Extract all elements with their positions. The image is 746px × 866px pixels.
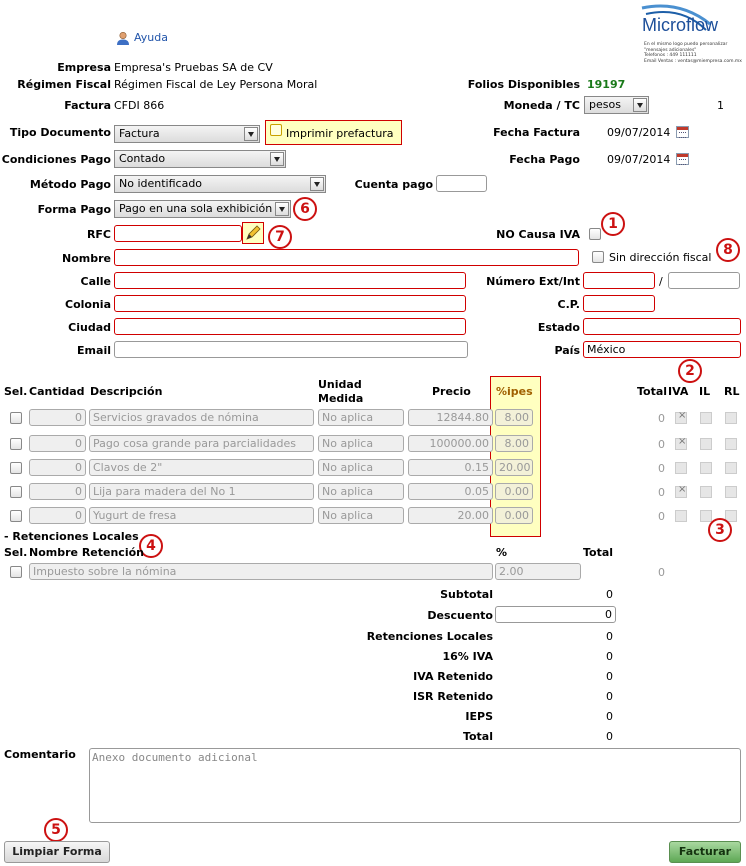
- row-descripcion[interactable]: Clavos de 2": [89, 459, 314, 476]
- chevron-down-icon: [633, 98, 647, 112]
- row-il-checkbox[interactable]: [700, 438, 712, 450]
- ciudad-input[interactable]: [114, 318, 466, 335]
- tipo-select[interactable]: [114, 125, 260, 143]
- moneda-selected: pesos: [589, 98, 621, 111]
- forma-select[interactable]: [114, 200, 291, 218]
- row-precio[interactable]: 0.05: [408, 483, 493, 500]
- forma-selected: Pago en una sola exhibición: [119, 202, 273, 215]
- row-descripcion[interactable]: Yugurt de fresa: [89, 507, 314, 524]
- fecha-pago-label: Fecha Pago: [509, 153, 580, 166]
- row-total: 0: [658, 462, 665, 475]
- subtotal-value: 0: [606, 588, 613, 601]
- empresa-label: Empresa: [57, 61, 111, 74]
- col-total: Total: [637, 385, 668, 398]
- isr-retenido-label: ISR Retenido: [413, 690, 493, 703]
- retenciones-locales-label: Retenciones Locales: [366, 630, 493, 643]
- metodo-selected: No identificado: [119, 177, 203, 190]
- col-precio: Precio: [432, 385, 471, 398]
- facturar-button[interactable]: Facturar: [669, 841, 741, 863]
- col-iva: IVA: [668, 385, 689, 398]
- forma-label: Forma Pago: [37, 203, 111, 216]
- marker-5: 5: [44, 818, 68, 842]
- condiciones-selected: Contado: [119, 152, 166, 165]
- logo-line: Email Ventas : ventas@miempresa.com.mx: [644, 58, 742, 64]
- row-descripcion[interactable]: Servicios gravados de nómina: [89, 409, 314, 426]
- row-rl-checkbox[interactable]: [725, 486, 737, 498]
- row-rl-checkbox[interactable]: [725, 462, 737, 474]
- col-unidad: Unidad Medida: [318, 378, 364, 405]
- calendar-icon[interactable]: [676, 153, 689, 165]
- ret-col-sel: Sel.: [4, 546, 28, 559]
- row-ipes[interactable]: 0.00: [495, 483, 533, 500]
- ieps-value: 0: [606, 710, 613, 723]
- row-descripcion[interactable]: Pago cosa grande para parcialidades: [89, 435, 314, 452]
- colonia-input[interactable]: [114, 295, 466, 312]
- row-unidad[interactable]: No aplica: [318, 459, 404, 476]
- row-ipes[interactable]: 8.00: [495, 409, 533, 426]
- regimen-label: Régimen Fiscal: [17, 78, 111, 91]
- iva-label: 16% IVA: [442, 650, 493, 663]
- col-il: IL: [699, 385, 711, 398]
- factura-value: CFDI 866: [114, 99, 165, 112]
- row-select-checkbox[interactable]: [10, 462, 22, 474]
- nombre-label: Nombre: [62, 252, 111, 265]
- row-select-checkbox[interactable]: [10, 486, 22, 498]
- calendar-icon[interactable]: [676, 126, 689, 138]
- row-unidad[interactable]: No aplica: [318, 409, 404, 426]
- folios-value: 19197: [587, 78, 626, 91]
- retenciones-locales-value: 0: [606, 630, 613, 643]
- rfc-input[interactable]: [114, 225, 242, 242]
- ret-row-pct[interactable]: 2.00: [495, 563, 581, 580]
- condiciones-select[interactable]: [114, 150, 286, 168]
- user-icon: [116, 31, 130, 45]
- fecha-factura-value[interactable]: 09/07/2014: [607, 126, 671, 139]
- help-link[interactable]: Ayuda: [134, 31, 168, 44]
- logo-line: Telefonos : 449 111111: [644, 53, 697, 58]
- marker-6: 6: [293, 197, 317, 221]
- row-il-checkbox[interactable]: [700, 486, 712, 498]
- numero-label: Número Ext/Int: [486, 275, 580, 288]
- marker-3: 3: [708, 518, 732, 542]
- row-precio[interactable]: 20.00: [408, 507, 493, 524]
- calle-label: Calle: [80, 275, 111, 288]
- empresa-value: Empresa's Pruebas SA de CV: [114, 61, 273, 74]
- retenciones-section-label[interactable]: - Retenciones Locales: [4, 530, 139, 543]
- imprimir-label: Imprimir prefactura: [286, 127, 394, 140]
- chevron-down-icon: [270, 152, 284, 166]
- row-iva-checkbox[interactable]: [675, 438, 687, 450]
- row-rl-checkbox[interactable]: [725, 438, 737, 450]
- cuenta-label: Cuenta pago: [354, 178, 433, 191]
- folios-label: Folios Disponibles: [467, 78, 580, 91]
- row-rl-checkbox[interactable]: [725, 412, 737, 424]
- row-ipes[interactable]: 0.00: [495, 507, 533, 524]
- ciudad-label: Ciudad: [68, 321, 111, 334]
- comentario-textarea[interactable]: [89, 748, 741, 823]
- company-logo: [640, 2, 744, 66]
- subtotal-label: Subtotal: [440, 588, 493, 601]
- ret-row-total: 0: [658, 566, 665, 579]
- row-iva-checkbox[interactable]: [675, 412, 687, 424]
- colonia-label: Colonia: [65, 298, 111, 311]
- fecha-pago-value[interactable]: 09/07/2014: [607, 153, 671, 166]
- marker-7: 7: [268, 225, 292, 249]
- col-rl: RL: [724, 385, 740, 398]
- estado-input[interactable]: [583, 318, 741, 335]
- sin-direccion-checkbox[interactable]: [592, 251, 604, 263]
- tipo-label: Tipo Documento: [9, 126, 111, 139]
- descuento-input[interactable]: [495, 606, 616, 623]
- row-total: 0: [658, 412, 665, 425]
- pais-input[interactable]: [583, 341, 741, 358]
- row-select-checkbox[interactable]: [10, 510, 22, 522]
- numero-separator: /: [659, 275, 663, 288]
- iva-retenido-label: IVA Retenido: [413, 670, 493, 683]
- logo-line: "mensajes adicionales": [644, 47, 697, 53]
- row-il-checkbox[interactable]: [700, 510, 712, 522]
- total-label: Total: [462, 730, 493, 743]
- marker-1: 1: [601, 212, 625, 236]
- row-cantidad[interactable]: 0: [29, 507, 86, 524]
- marker-4: 4: [139, 534, 163, 558]
- no-causa-checkbox[interactable]: [589, 228, 601, 240]
- chevron-down-icon: [310, 177, 324, 191]
- moneda-select[interactable]: [584, 96, 649, 114]
- logo-line: En el mismo logo puedo personalizar: [644, 42, 728, 47]
- sin-direccion-label: Sin dirección fiscal: [609, 251, 712, 264]
- limpiar-forma-button[interactable]: Limpiar Forma: [4, 841, 110, 863]
- pencil-icon: [243, 223, 263, 243]
- ret-row-nombre[interactable]: Impuesto sobre la nómina: [29, 563, 493, 580]
- cp-input[interactable]: [583, 295, 655, 312]
- col-ipes: %ipes: [496, 385, 533, 398]
- row-cantidad[interactable]: 0: [29, 483, 86, 500]
- row-il-checkbox[interactable]: [700, 412, 712, 424]
- total-value: 0: [606, 730, 613, 743]
- pencil-edit-button[interactable]: [242, 222, 264, 244]
- chevron-down-icon: [275, 202, 289, 216]
- row-unidad[interactable]: No aplica: [318, 435, 404, 452]
- row-cantidad[interactable]: 0: [29, 459, 86, 476]
- pais-label: País: [554, 344, 580, 357]
- moneda-label: Moneda / TC: [503, 99, 580, 112]
- tipo-selected: Factura: [119, 127, 160, 140]
- rfc-label: RFC: [86, 228, 111, 241]
- email-input[interactable]: [114, 341, 468, 358]
- col-sel: Sel.: [4, 385, 28, 398]
- estado-label: Estado: [537, 321, 580, 334]
- row-cantidad[interactable]: 0: [29, 409, 86, 426]
- numero-int-input[interactable]: [668, 272, 740, 289]
- email-label: Email: [77, 344, 111, 357]
- nombre-input[interactable]: [114, 249, 579, 266]
- metodo-label: Método Pago: [29, 178, 111, 191]
- col-cantidad: Cantidad: [29, 385, 85, 398]
- condiciones-label: Condiciones Pago: [1, 153, 111, 166]
- row-precio[interactable]: 100000.00: [408, 435, 493, 452]
- imprimir-box: [265, 120, 402, 145]
- cp-label: C.P.: [557, 298, 580, 311]
- ret-col-total: Total: [583, 546, 614, 559]
- ret-row-checkbox[interactable]: [10, 566, 22, 578]
- factura-label: Factura: [64, 99, 111, 112]
- row-unidad[interactable]: No aplica: [318, 507, 404, 524]
- marker-2: 2: [678, 359, 702, 383]
- imprimir-checkbox[interactable]: [270, 124, 282, 136]
- iva-value: 0: [606, 650, 613, 663]
- ret-col-nombre: Nombre Retención: [29, 546, 144, 559]
- metodo-select[interactable]: [114, 175, 326, 193]
- row-precio[interactable]: 0.15: [408, 459, 493, 476]
- row-total: 0: [658, 510, 665, 523]
- cuenta-input[interactable]: [436, 175, 487, 192]
- numero-ext-input[interactable]: [583, 272, 655, 289]
- row-iva-checkbox[interactable]: [675, 510, 687, 522]
- row-total: 0: [658, 438, 665, 451]
- row-precio[interactable]: 12844.80: [408, 409, 493, 426]
- col-descripcion: Descripción: [90, 385, 163, 398]
- row-descripcion[interactable]: Lija para madera del No 1: [89, 483, 314, 500]
- descuento-label: Descuento: [427, 609, 493, 622]
- tc-value: 1: [717, 99, 724, 112]
- chevron-down-icon: [244, 127, 258, 141]
- comentario-label: Comentario: [4, 748, 76, 761]
- marker-8: 8: [716, 238, 740, 262]
- row-il-checkbox[interactable]: [700, 462, 712, 474]
- row-select-checkbox[interactable]: [10, 438, 22, 450]
- row-total: 0: [658, 486, 665, 499]
- row-select-checkbox[interactable]: [10, 412, 22, 424]
- row-ipes[interactable]: 20.00: [495, 459, 533, 476]
- no-causa-label: NO Causa IVA: [496, 228, 580, 241]
- row-ipes[interactable]: 8.00: [495, 435, 533, 452]
- calle-input[interactable]: [114, 272, 466, 289]
- ieps-label: IEPS: [465, 710, 493, 723]
- row-cantidad[interactable]: 0: [29, 435, 86, 452]
- fecha-factura-label: Fecha Factura: [493, 126, 580, 139]
- regimen-value: Régimen Fiscal de Ley Persona Moral: [114, 78, 318, 91]
- logo-text: Microflow: [642, 15, 719, 35]
- row-iva-checkbox[interactable]: [675, 462, 687, 474]
- isr-retenido-value: 0: [606, 690, 613, 703]
- ret-col-pct: %: [496, 546, 508, 559]
- iva-retenido-value: 0: [606, 670, 613, 683]
- row-iva-checkbox[interactable]: [675, 486, 687, 498]
- row-unidad[interactable]: No aplica: [318, 483, 404, 500]
